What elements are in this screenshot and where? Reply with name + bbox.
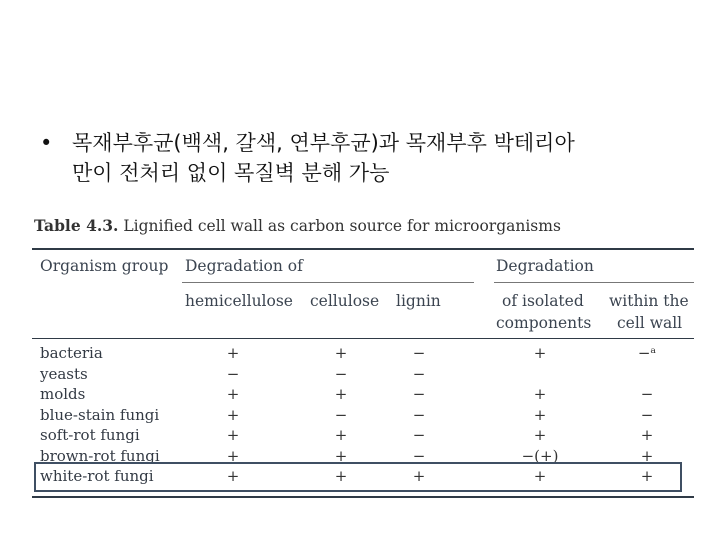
cell-cell: + xyxy=(334,344,348,362)
subrule-degradation-of xyxy=(182,282,474,283)
bullet-line-1: 목재부후균(백색, 갈색, 연부후균)과 목재부후 박테리아 xyxy=(72,131,575,155)
cell-lignin: − xyxy=(412,426,426,444)
header-isolated-line-1: of isolated xyxy=(502,292,584,310)
cell-hemi: + xyxy=(226,385,240,403)
header-organism-group: Organism group xyxy=(40,257,169,275)
header-lignin: lignin xyxy=(396,292,441,310)
cell-hemi: + xyxy=(226,344,240,362)
bottom-rule xyxy=(32,496,694,498)
cell-cell: + xyxy=(334,426,348,444)
header-within-line-2: cell wall xyxy=(617,314,683,332)
header-bottom-rule xyxy=(32,338,694,339)
cell-hemi: + xyxy=(226,446,240,465)
row-organism: soft-rot fungi xyxy=(40,426,140,444)
cell-lignin: − xyxy=(412,344,426,362)
caption-text: Lignified cell wall as carbon source for microorganisms xyxy=(118,217,561,235)
cell-cell: + xyxy=(334,385,348,403)
cell-lignin: + xyxy=(412,467,426,485)
cell-isolated: + xyxy=(533,467,547,485)
cell-lignin: − xyxy=(412,405,426,424)
bullet-line-2: 만이 전처리 없이 목질벽 분해 가능 xyxy=(72,161,390,185)
cell-isolated: + xyxy=(533,405,547,424)
cell-isolated: + xyxy=(533,426,547,444)
row-organism: white-rot fungi xyxy=(40,467,154,485)
cell-cell: + xyxy=(334,446,348,465)
header-cellulose: cellulose xyxy=(310,292,380,310)
cell-within: + xyxy=(640,467,654,485)
row-organism: molds xyxy=(40,385,86,403)
top-rule xyxy=(32,248,694,250)
cell-hemi: + xyxy=(226,426,240,444)
bullet-text xyxy=(72,128,575,188)
cell-isolated: −(+) xyxy=(521,446,559,465)
caption-label: Table 4.3. xyxy=(34,216,119,235)
table-figure xyxy=(32,214,694,485)
table-caption xyxy=(32,214,694,238)
header-within-line-1: within the xyxy=(609,292,689,310)
row-organism: blue-stain fungi xyxy=(40,405,160,424)
cell-hemi: + xyxy=(226,467,240,485)
row-organism: bacteria xyxy=(40,344,103,362)
cell-hemi: − xyxy=(226,364,240,383)
header-degradation: Degradation xyxy=(496,257,594,275)
cell-within: − xyxy=(640,405,654,424)
bullet-dot: • xyxy=(40,131,53,155)
subrule-degradation xyxy=(494,282,694,283)
cell-cell: − xyxy=(334,364,348,383)
bullet-point xyxy=(40,128,575,188)
header-degradation-of: Degradation of xyxy=(185,257,303,275)
cell-within: −ᵃ xyxy=(637,344,657,362)
cell-isolated: + xyxy=(533,344,547,362)
cell-within: + xyxy=(640,426,654,444)
cell-within: + xyxy=(640,446,654,465)
cell-cell: − xyxy=(334,405,348,424)
highlight-box xyxy=(34,462,682,492)
header-isolated-line-2: components xyxy=(496,314,592,332)
cell-within: − xyxy=(640,385,654,403)
cell-hemi: + xyxy=(226,405,240,424)
cell-isolated: + xyxy=(533,385,547,403)
cell-lignin: − xyxy=(412,385,426,403)
row-organism: brown-rot fungi xyxy=(40,446,160,465)
cell-cell: + xyxy=(334,467,348,485)
cell-lignin: − xyxy=(412,446,426,465)
cell-lignin: − xyxy=(412,364,426,383)
row-organism: yeasts xyxy=(40,364,88,383)
header-hemicellulose: hemicellulose xyxy=(185,292,293,310)
